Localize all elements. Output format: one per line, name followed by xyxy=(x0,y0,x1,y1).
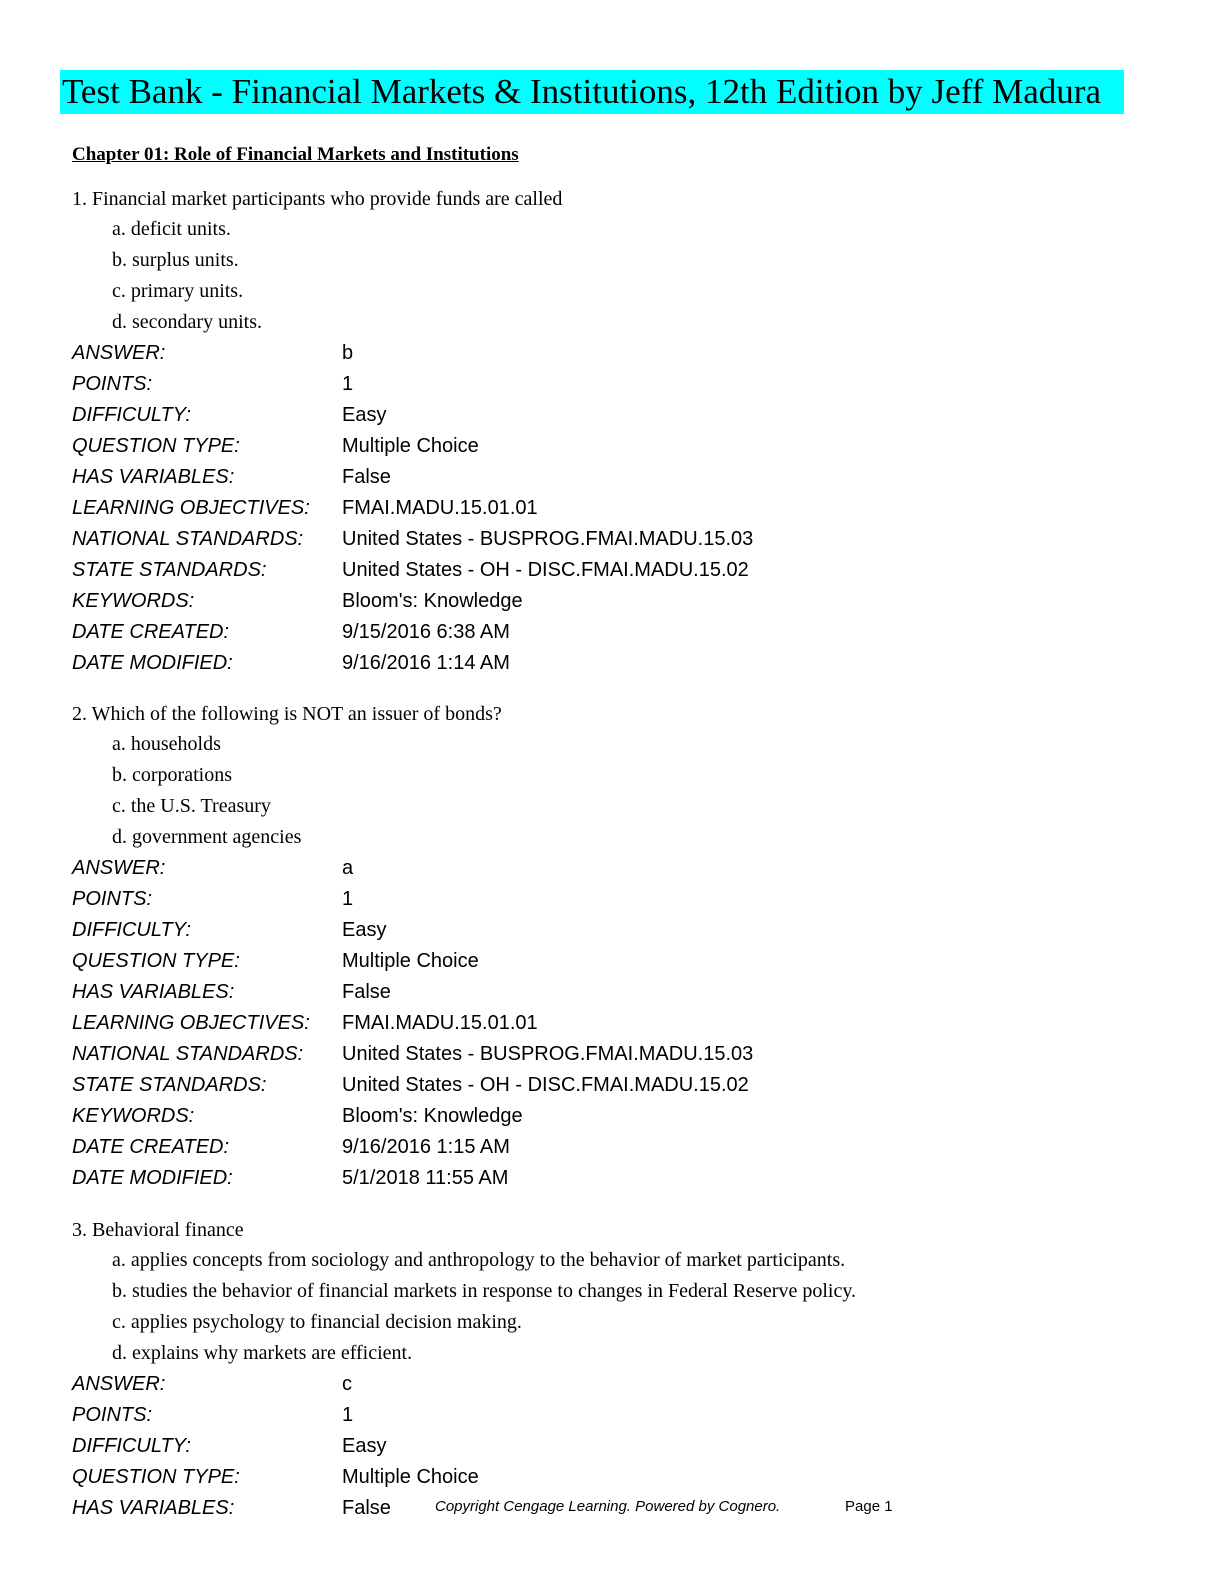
meta-label: KEYWORDS: xyxy=(72,1105,195,1127)
meta-row-answer xyxy=(72,853,1172,884)
meta-value: Bloom's: Knowledge xyxy=(342,1105,523,1127)
meta-label: NATIONAL STANDARDS: xyxy=(72,528,304,550)
meta-label: DIFFICULTY: xyxy=(72,1435,191,1457)
meta-value: b xyxy=(342,342,354,364)
answer-option: a. households xyxy=(112,733,221,755)
meta-row-state-standards xyxy=(72,1070,1172,1101)
question-block xyxy=(72,185,1172,679)
answer-option: d. explains why markets are efficient. xyxy=(112,1342,413,1364)
question-block xyxy=(72,700,1172,1194)
meta-label: ANSWER: xyxy=(72,342,166,364)
answer-option: c. primary units. xyxy=(112,280,244,302)
meta-label: QUESTION TYPE: xyxy=(72,435,240,457)
page-number: Page 1 xyxy=(845,1498,893,1515)
meta-row-question-type xyxy=(72,431,1172,462)
meta-value: Multiple Choice xyxy=(342,950,479,972)
meta-label: POINTS: xyxy=(72,1404,153,1426)
answer-option: b. corporations xyxy=(112,764,232,786)
meta-label: QUESTION TYPE: xyxy=(72,950,240,972)
meta-value: Bloom's: Knowledge xyxy=(342,590,523,612)
meta-row-date-created xyxy=(72,617,1172,648)
meta-value: United States - OH - DISC.FMAI.MADU.15.02 xyxy=(342,1074,749,1096)
answer-option: a. applies concepts from sociology and anthropology to the behavior of market participants. xyxy=(112,1249,846,1271)
meta-row-difficulty xyxy=(72,1431,1172,1462)
meta-row-difficulty xyxy=(72,915,1172,946)
meta-value: Multiple Choice xyxy=(342,435,479,457)
meta-row-date-created xyxy=(72,1132,1172,1163)
meta-label: ANSWER: xyxy=(72,1373,166,1395)
question-stem: 1. Financial market participants who provide funds are called xyxy=(72,188,563,210)
meta-row-national-standards xyxy=(72,1039,1172,1070)
meta-value: FMAI.MADU.15.01.01 xyxy=(342,1012,538,1034)
meta-label: ANSWER: xyxy=(72,857,166,879)
meta-row-state-standards xyxy=(72,555,1172,586)
meta-row-keywords xyxy=(72,586,1172,617)
meta-row-date-modified xyxy=(72,1163,1172,1194)
chapter-heading: Chapter 01: Role of Financial Markets and Institutions xyxy=(72,144,519,165)
meta-value: 1 xyxy=(342,888,354,910)
meta-row-learning-objectives xyxy=(72,493,1172,524)
meta-value: False xyxy=(342,981,391,1003)
answer-option: d. government agencies xyxy=(112,826,302,848)
meta-row-question-type xyxy=(72,946,1172,977)
question-stem: 3. Behavioral finance xyxy=(72,1219,244,1241)
meta-label: DATE MODIFIED: xyxy=(72,652,233,674)
meta-value: Easy xyxy=(342,1435,387,1457)
meta-value: 9/15/2016 6:38 AM xyxy=(342,621,510,643)
meta-label: QUESTION TYPE: xyxy=(72,1466,240,1488)
answer-option: b. surplus units. xyxy=(112,249,239,271)
meta-value: 9/16/2016 1:15 AM xyxy=(342,1136,510,1158)
meta-label: HAS VARIABLES: xyxy=(72,466,235,488)
meta-label: POINTS: xyxy=(72,888,153,910)
answer-option: c. applies psychology to financial decision making. xyxy=(112,1311,522,1333)
answer-option: a. deficit units. xyxy=(112,218,231,240)
meta-row-learning-objectives xyxy=(72,1008,1172,1039)
meta-value: Easy xyxy=(342,919,387,941)
meta-row-has-variables xyxy=(72,977,1172,1008)
meta-value: United States - OH - DISC.FMAI.MADU.15.02 xyxy=(342,559,749,581)
meta-row-date-modified xyxy=(72,648,1172,679)
meta-value: 5/1/2018 11:55 AM xyxy=(342,1167,509,1189)
meta-row-question-type xyxy=(72,1462,1172,1493)
meta-row-points xyxy=(72,1400,1172,1431)
meta-label: KEYWORDS: xyxy=(72,590,195,612)
meta-value: Easy xyxy=(342,404,387,426)
answer-option: b. studies the behavior of financial markets in response to changes in Federal Reserve policy. xyxy=(112,1280,857,1302)
answer-option: c. the U.S. Treasury xyxy=(112,795,271,817)
meta-value: Multiple Choice xyxy=(342,1466,479,1488)
meta-value: United States - BUSPROG.FMAI.MADU.15.03 xyxy=(342,528,754,550)
meta-row-answer xyxy=(72,1369,1172,1400)
meta-value: False xyxy=(342,1497,391,1519)
question-stem: 2. Which of the following is NOT an issuer of bonds? xyxy=(72,703,502,725)
meta-value: False xyxy=(342,466,391,488)
meta-label: NATIONAL STANDARDS: xyxy=(72,1043,304,1065)
meta-row-answer xyxy=(72,338,1172,369)
document-title-banner: Test Bank - Financial Markets & Institutions, 12th Edition by Jeff Madura xyxy=(60,70,1124,114)
meta-row-points xyxy=(72,369,1172,400)
meta-label: HAS VARIABLES: xyxy=(72,1497,235,1519)
answer-option: d. secondary units. xyxy=(112,311,262,333)
meta-label: LEARNING OBJECTIVES: xyxy=(72,497,310,519)
meta-value: 1 xyxy=(342,373,354,395)
meta-label: STATE STANDARDS: xyxy=(72,559,267,581)
meta-label: DATE CREATED: xyxy=(72,621,230,643)
meta-label: DIFFICULTY: xyxy=(72,919,191,941)
meta-row-national-standards xyxy=(72,524,1172,555)
meta-value: FMAI.MADU.15.01.01 xyxy=(342,497,538,519)
meta-value: c xyxy=(342,1373,352,1395)
meta-value: United States - BUSPROG.FMAI.MADU.15.03 xyxy=(342,1043,754,1065)
meta-value: 9/16/2016 1:14 AM xyxy=(342,652,510,674)
meta-label: DATE MODIFIED: xyxy=(72,1167,233,1189)
meta-value: a xyxy=(342,857,354,879)
question-block xyxy=(72,1216,1172,1524)
meta-row-points xyxy=(72,884,1172,915)
meta-label: HAS VARIABLES: xyxy=(72,981,235,1003)
meta-row-difficulty xyxy=(72,400,1172,431)
meta-label: DATE CREATED: xyxy=(72,1136,230,1158)
meta-label: LEARNING OBJECTIVES: xyxy=(72,1012,310,1034)
meta-label: DIFFICULTY: xyxy=(72,404,191,426)
footer-copyright: Copyright Cengage Learning. Powered by Cognero. xyxy=(435,1498,781,1515)
meta-label: STATE STANDARDS: xyxy=(72,1074,267,1096)
meta-value: 1 xyxy=(342,1404,354,1426)
meta-label: POINTS: xyxy=(72,373,153,395)
meta-row-has-variables xyxy=(72,462,1172,493)
meta-row-keywords xyxy=(72,1101,1172,1132)
